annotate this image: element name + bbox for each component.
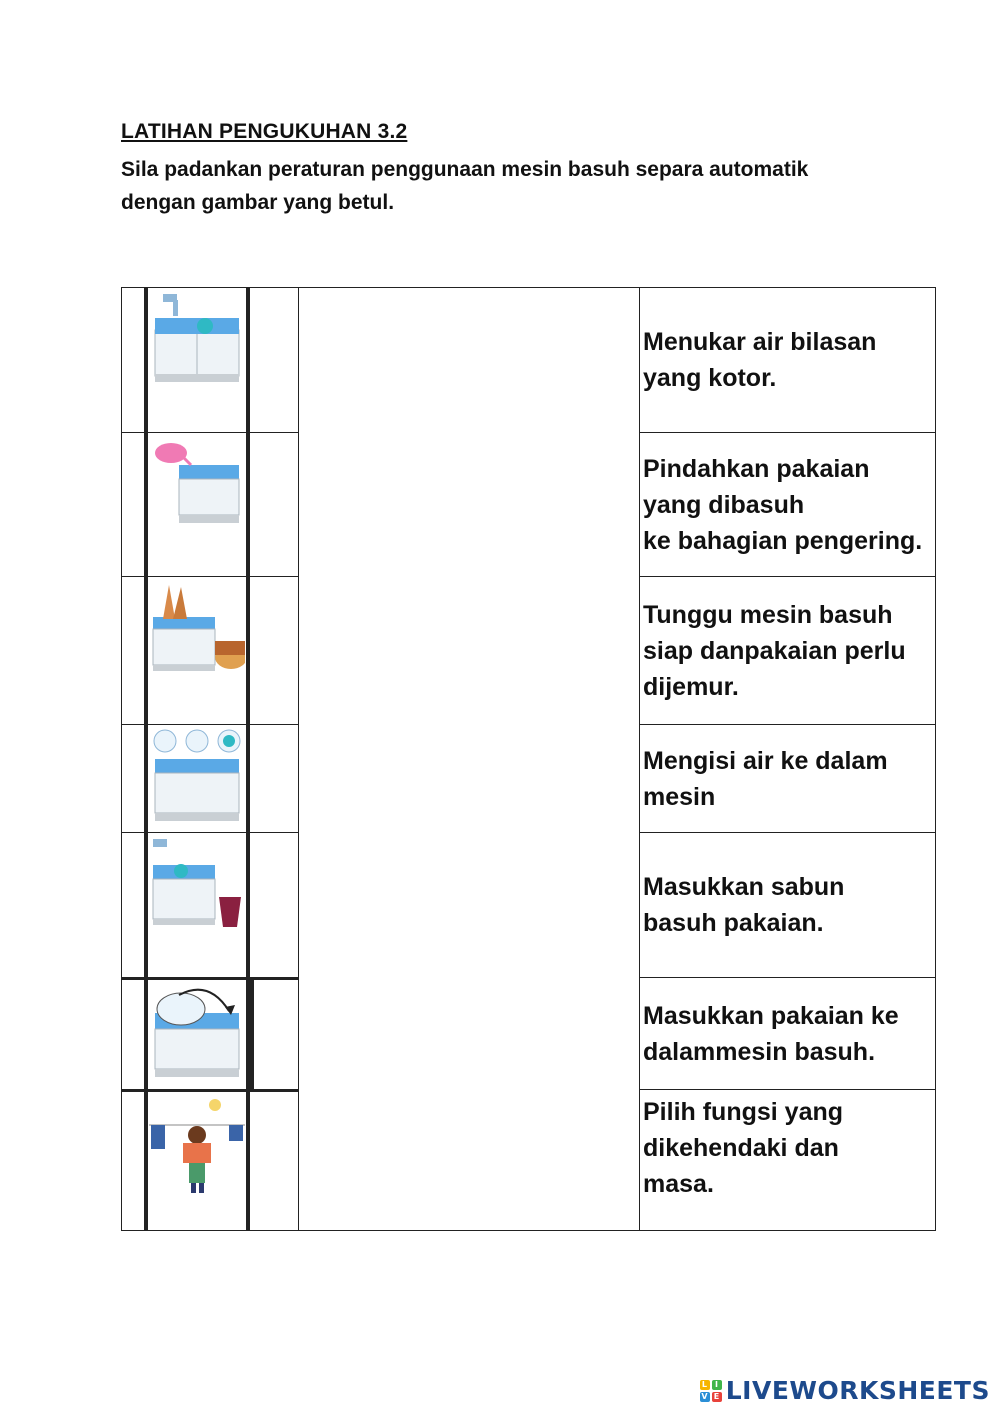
clothes-into-washer-picture [149, 579, 245, 722]
statement-cell [643, 1090, 935, 1234]
answer-box-accent [250, 977, 254, 1092]
worksheet-instruction [121, 153, 921, 219]
statement-cell [643, 833, 935, 977]
statement-line: mesin [643, 782, 716, 811]
row-separator [121, 576, 299, 577]
row-separator [121, 432, 299, 433]
tap-bucket-washer-picture [149, 835, 245, 976]
instruction-line-2: dengan gambar yang betul. [121, 191, 395, 214]
statement-line: Menukar air bilasan [643, 327, 877, 356]
worksheet-title: LATIHAN PENGUKUHAN 3.2 [121, 120, 408, 143]
statement-line: dikehendaki dan [643, 1134, 839, 1162]
transfer-clothes-washer-picture [149, 983, 245, 1087]
statement-line: yang kotor. [643, 363, 777, 392]
logo-letter: V [701, 1391, 709, 1401]
logo-letter: E [712, 1392, 722, 1402]
statement-line: Masukkan pakaian ke [643, 1001, 899, 1030]
statement-cell [643, 577, 935, 724]
statement-line: siap danpakaian perlu [643, 636, 906, 665]
statement-line: Masukkan sabun [643, 873, 845, 901]
statement-line: masa. [643, 1170, 714, 1198]
row-separator [121, 724, 299, 725]
statement-cell [643, 287, 935, 432]
statement-line: Mengisi air ke dalam [643, 746, 888, 775]
statement-line: Tunggu mesin basuh [643, 600, 893, 629]
matching-table [121, 287, 936, 1231]
select-dial-washer-picture [149, 727, 245, 830]
row-separator [121, 977, 299, 980]
row-separator [121, 1089, 299, 1092]
instruction-line-1: Sila padankan peraturan penggunaan mesin basuh separa automatik [121, 158, 809, 181]
row-separator [121, 832, 299, 833]
statement-line: basuh pakaian. [643, 909, 824, 937]
statement-line: dijemur. [643, 672, 739, 701]
hang-clothes-picture [149, 1095, 245, 1229]
tap-water-washer-picture [149, 290, 245, 430]
liveworksheets-logo-icon [700, 1380, 722, 1402]
statement-cell [643, 433, 935, 576]
logo-letter: L [700, 1380, 710, 1390]
statement-line: Pilih fungsi yang [643, 1098, 844, 1126]
statement-line: dalammesin basuh. [643, 1037, 876, 1066]
statement-cell [643, 978, 935, 1089]
statement-line: ke bahagian pengering. [643, 526, 923, 555]
liveworksheets-branding [700, 1376, 990, 1405]
brand-name: LIVEWORKSHEETS [725, 1376, 990, 1405]
statement-line: Pindahkan pakaian [643, 454, 870, 483]
statement-cell [643, 725, 935, 832]
statement-line: yang dibasuh [643, 490, 805, 519]
detergent-pour-washer-picture [149, 435, 245, 573]
logo-letter: I [712, 1380, 722, 1390]
